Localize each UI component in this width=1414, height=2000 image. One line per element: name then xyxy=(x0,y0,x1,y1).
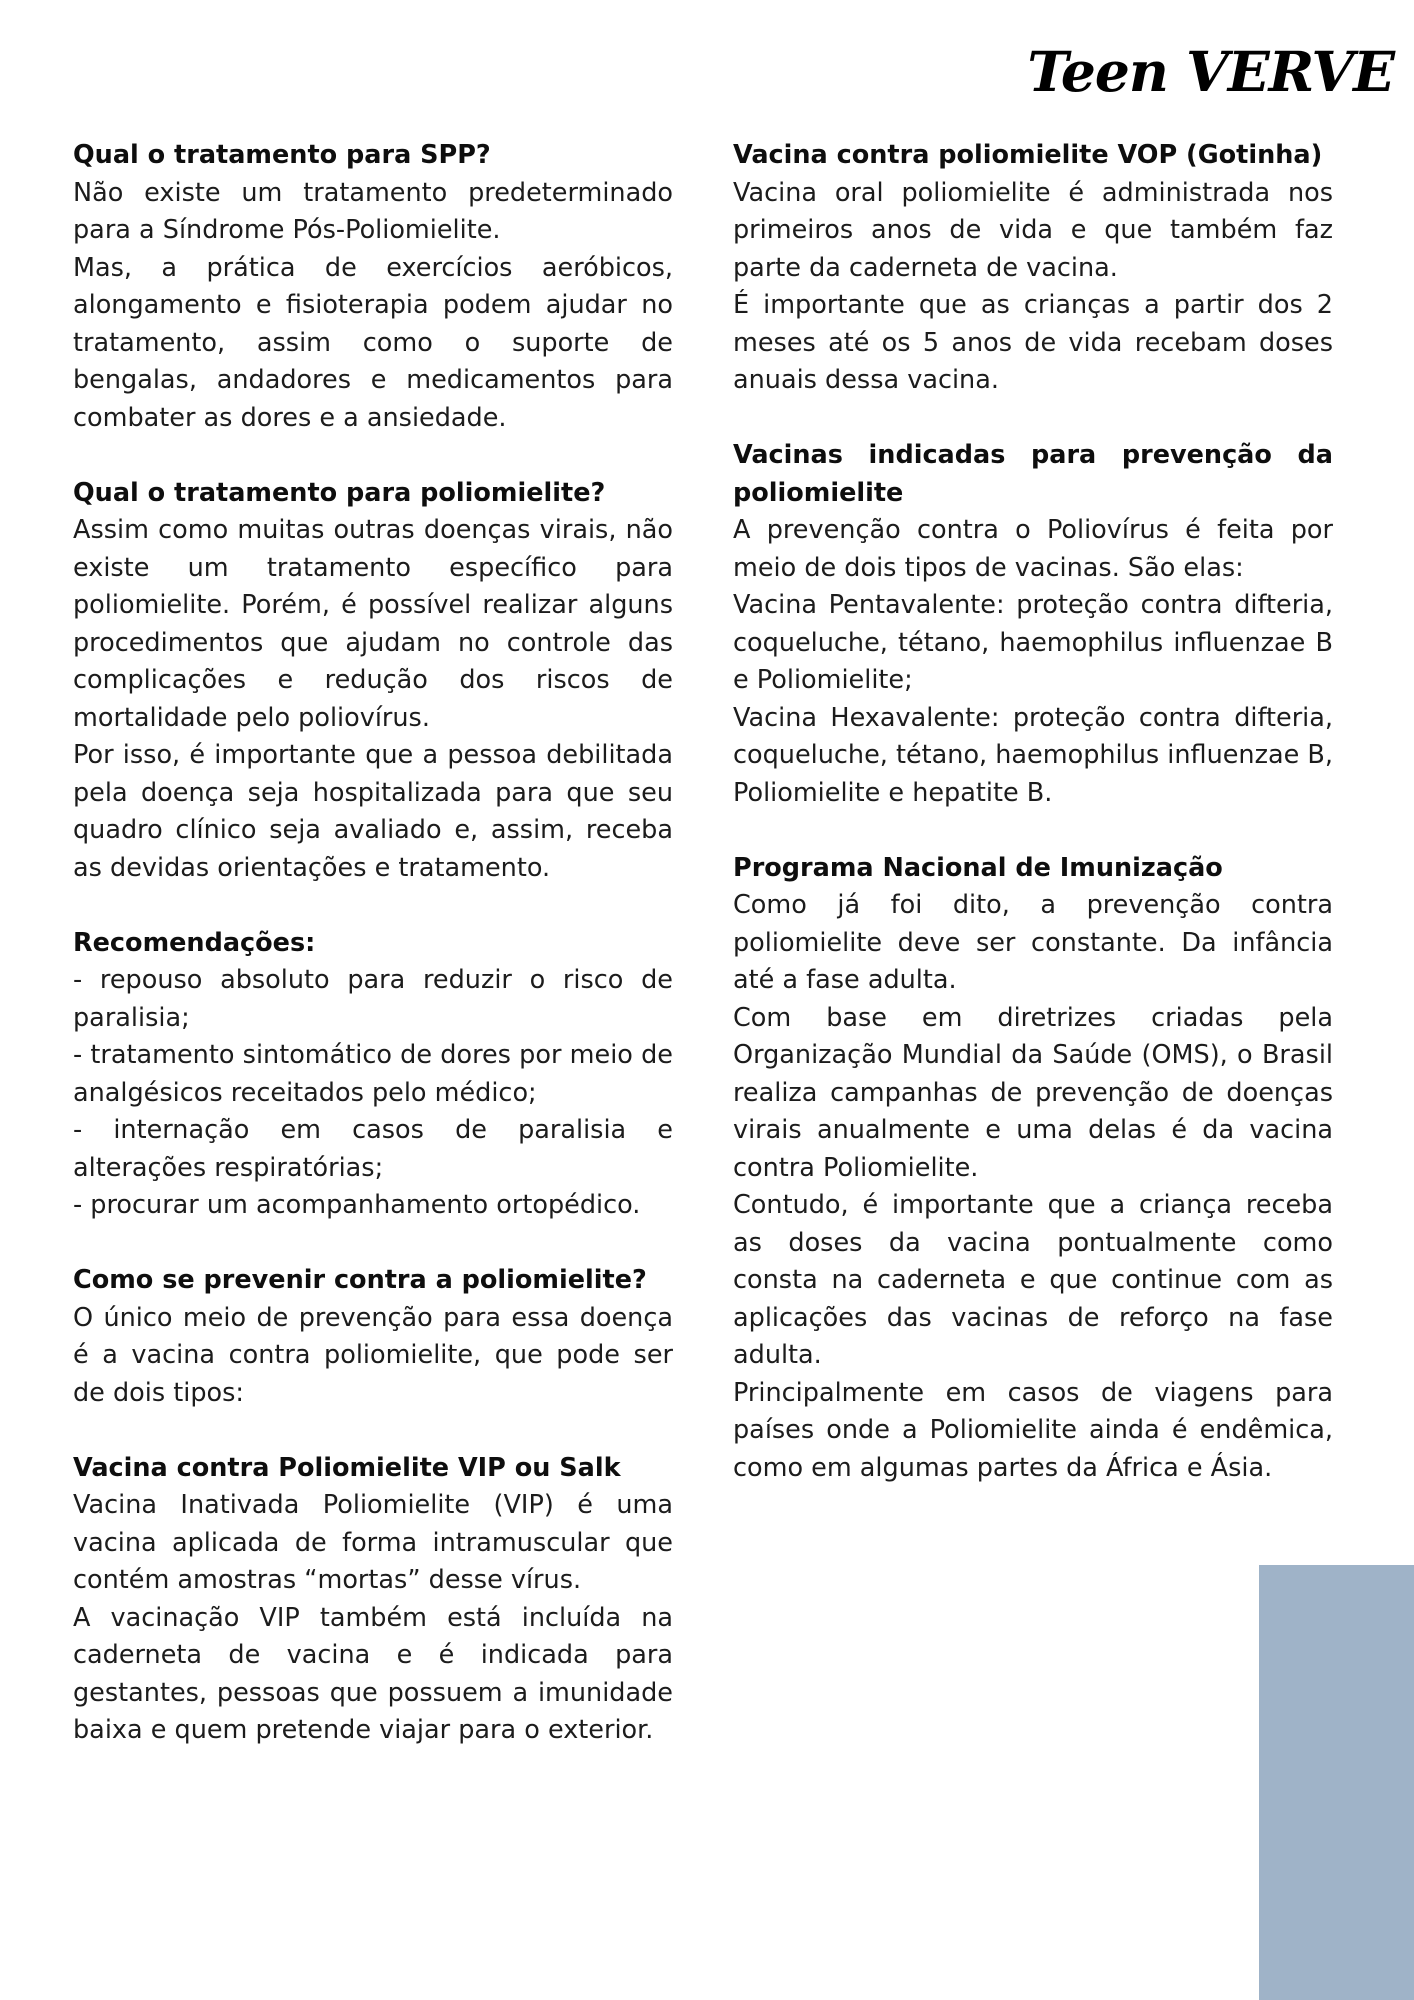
section-vop-vaccine xyxy=(733,137,1333,400)
decorative-blue-bar xyxy=(1259,1565,1414,2000)
section-heading: Vacinas indicadas para prevenção da poliomielite xyxy=(733,440,1333,508)
section-heading: Recomendações: xyxy=(73,927,316,958)
magazine-title: Teen VERVE xyxy=(1027,39,1394,104)
section-heading: Qual o tratamento para poliomielite? xyxy=(73,477,606,508)
section-indicated-vaccines xyxy=(733,437,1333,812)
paragraph: Vacina oral poliomielite é administrada nos primeiros anos de vida e que também faz parte da caderneta de vacina. xyxy=(733,177,1333,283)
section-vip-vaccine xyxy=(73,1450,673,1750)
list-item: - procurar um acompanhamento ortopédico. xyxy=(73,1190,641,1220)
paragraph: A prevenção contra o Poliovírus é feita por meio de dois tipos de vacinas. São elas: xyxy=(733,515,1333,583)
section-spp-treatment xyxy=(73,137,673,437)
section-heading: Vacina contra poliomielite VOP (Gotinha) xyxy=(733,140,1323,170)
paragraph: Principalmente em casos de viagens para países onde a Poliomielite ainda é endêmica, como em algumas partes da África e Ásia. xyxy=(733,1377,1333,1483)
list-item: - repouso absoluto para reduzir o risco de paralisia; xyxy=(73,965,673,1033)
paragraph: Vacina Pentavalente: proteção contra difteria, coqueluche, tétano, haemophilus influenzae B e Poliomielite; xyxy=(733,590,1333,695)
list-item: - tratamento sintomático de dores por meio de analgésicos receitados pelo médico; xyxy=(73,1040,673,1108)
section-polio-treatment xyxy=(73,475,673,888)
paragraph: A vacinação VIP também está incluída na caderneta de vacina e é indicada para gestantes, pessoas que possuem a imunidade baixa e quem pretende viajar para o exterior. xyxy=(73,1602,673,1745)
paragraph: Por isso, é importante que a pessoa debilitada pela doença seja hospitalizada para que seu quadro clínico seja avaliado e, assim, receba as devidas orientações e tratamento. xyxy=(73,740,673,883)
paragraph: Assim como muitas outras doenças virais, não existe um tratamento específico para poliomielite. Porém, é possível realizar alguns procedimentos que ajudam no controle das complicações e redução dos riscos de mortalidade pelo poliovírus. xyxy=(73,515,673,733)
paragraph: Contudo, é importante que a criança receba as doses da vacina pontualmente como consta na caderneta e que continue com as aplicações das vacinas de reforço na fase adulta. xyxy=(733,1190,1333,1370)
section-heading: Como se prevenir contra a poliomielite? xyxy=(73,1265,647,1295)
paragraph: Mas, a prática de exercícios aeróbicos, alongamento e fisioterapia podem ajudar no tratamento, assim como o suporte de bengalas, andadores e medicamentos para combater as dores e a ansiedade. xyxy=(73,252,673,433)
list-item: - internação em casos de paralisia e alterações respiratórias; xyxy=(73,1115,673,1183)
paragraph: Como já foi dito, a prevenção contra poliomielite deve ser constante. Da infância até a fase adulta. xyxy=(733,890,1333,995)
section-immunization-program xyxy=(733,850,1333,1488)
left-column xyxy=(73,137,673,1750)
section-recommendations xyxy=(73,925,673,1225)
paragraph: Com base em diretrizes criadas pela Organização Mundial da Saúde (OMS), o Brasil realiza campanhas de prevenção de doenças virais anualmente e uma delas é da vacina contra Poliomielite. xyxy=(733,1002,1333,1183)
paragraph: O único meio de prevenção para essa doença é a vacina contra poliomielite, que pode ser de dois tipos: xyxy=(73,1302,673,1408)
paragraph: É importante que as crianças a partir dos 2 meses até os 5 anos de vida recebam doses anuais dessa vacina. xyxy=(733,290,1333,395)
paragraph: Vacina Hexavalente: proteção contra difteria, coqueluche, tétano, haemophilus influenzae B, Poliomielite e hepatite B. xyxy=(733,702,1333,808)
paragraph: Vacina Inativada Poliomielite (VIP) é uma vacina aplicada de forma intramuscular que contém amostras “mortas” desse vírus. xyxy=(73,1490,673,1595)
section-heading: Qual o tratamento para SPP? xyxy=(73,140,491,170)
section-heading: Vacina contra Poliomielite VIP ou Salk xyxy=(73,1452,621,1483)
section-prevention xyxy=(73,1262,673,1412)
section-heading: Programa Nacional de Imunização xyxy=(733,852,1223,883)
paragraph: Não existe um tratamento predeterminado para a Síndrome Pós-Poliomielite. xyxy=(73,177,673,245)
right-column xyxy=(733,137,1333,1487)
